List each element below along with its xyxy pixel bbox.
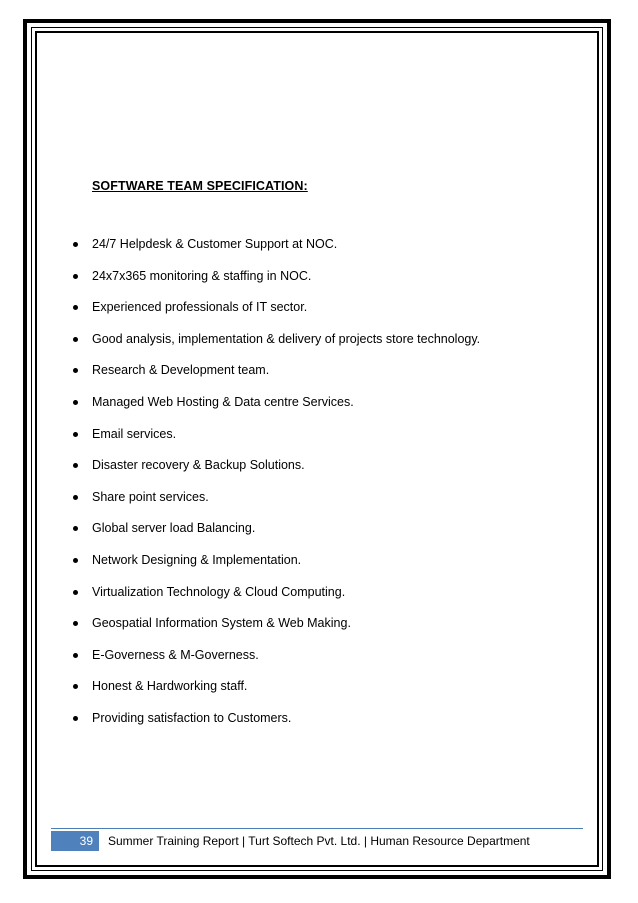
list-item [73, 458, 480, 490]
list-item [73, 395, 480, 427]
bullet-icon [73, 463, 78, 468]
bullet-icon [73, 558, 78, 563]
bullet-icon [73, 495, 78, 500]
bullet-icon [73, 590, 78, 595]
list-item-text: Virtualization Technology & Cloud Computing. [92, 584, 346, 599]
list-item-text: 24x7x365 monitoring & staffing in NOC. [92, 268, 312, 283]
list-item-text: Managed Web Hosting & Data centre Services. [92, 394, 354, 409]
list-item-text: E-Governess & M-Governess. [92, 647, 259, 662]
bullet-icon [73, 305, 78, 310]
list-item [73, 363, 480, 395]
bullet-icon [73, 400, 78, 405]
page-number-badge: 39 [51, 831, 99, 851]
specification-list [73, 237, 480, 743]
bullet-icon [73, 242, 78, 247]
bullet-icon [73, 274, 78, 279]
list-item-text: Experienced professionals of IT sector. [92, 300, 308, 315]
bullet-icon [73, 716, 78, 721]
list-item [73, 427, 480, 459]
list-item-text: Good analysis, implementation & delivery of projects store technology. [92, 331, 481, 346]
list-item [73, 616, 480, 648]
bullet-icon [73, 368, 78, 373]
list-item [73, 585, 480, 617]
list-item-text: Honest & Hardworking staff. [92, 679, 248, 694]
bullet-icon [73, 621, 78, 626]
footer-divider [51, 828, 583, 829]
list-item-text: Research & Development team. [92, 363, 270, 378]
list-item [73, 679, 480, 711]
list-item [73, 521, 480, 553]
list-item [73, 269, 480, 301]
list-item [73, 711, 480, 743]
list-item [73, 332, 480, 364]
bullet-icon [73, 337, 78, 342]
list-item [73, 237, 480, 269]
list-item-text: Disaster recovery & Backup Solutions. [92, 458, 305, 473]
list-item-text: 24/7 Helpdesk & Customer Support at NOC. [92, 237, 338, 251]
list-item [73, 648, 480, 680]
list-item-text: Network Designing & Implementation. [92, 552, 302, 567]
list-item [73, 553, 480, 585]
list-item [73, 300, 480, 332]
list-item-text: Geospatial Information System & Web Making. [92, 616, 351, 631]
bullet-icon [73, 684, 78, 689]
section-heading: SOFTWARE TEAM SPECIFICATION: [92, 179, 308, 193]
list-item-text: Email services. [92, 426, 177, 441]
list-item-text: Share point services. [92, 489, 209, 504]
footer-text: Summer Training Report | Turt Softech Pvt. Ltd. | Human Resource Department [108, 834, 530, 848]
bullet-icon [73, 432, 78, 437]
bullet-icon [73, 526, 78, 531]
list-item-text: Global server load Balancing. [92, 521, 256, 536]
list-item-text: Providing satisfaction to Customers. [92, 710, 292, 725]
bullet-icon [73, 653, 78, 658]
list-item [73, 490, 480, 522]
